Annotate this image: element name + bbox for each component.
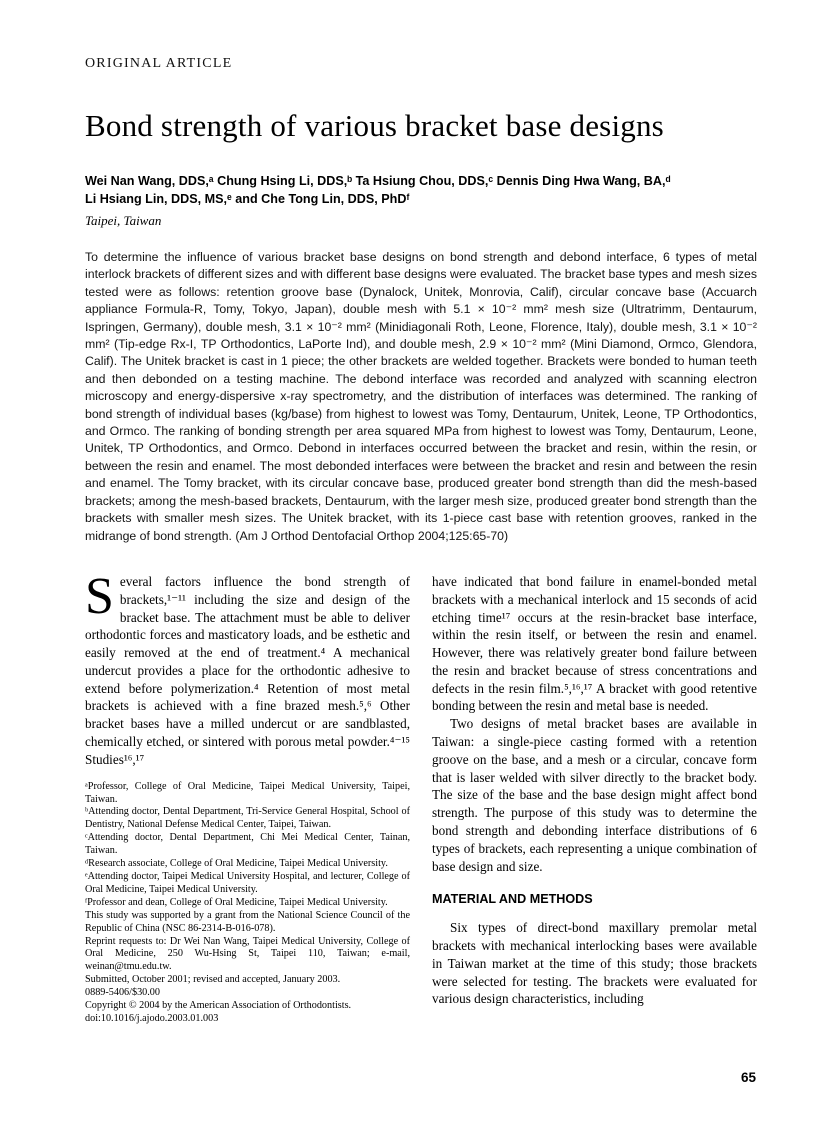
footnote-item: ᶜAttending doctor, Dental Department, Chi Mei Medical Center, Tainan, Taiwan. — [85, 832, 410, 857]
footnote-item: Reprint requests to: Dr Wei Nan Wang, Taipei Medical University, College of Oral Medicine, 250 Wu-Hsing St, Taipei 110, Taiwan; e-mail, weinan@tmu.edu.tw. — [85, 935, 410, 973]
body-columns — [85, 567, 757, 1026]
page-content — [85, 0, 757, 1026]
author-location: Taipei, Taiwan — [85, 213, 162, 228]
footnote-item: ᵃProfessor, College of Oral Medicine, Taipei Medical University, Taipei, Taiwan. — [85, 780, 410, 805]
authors-line-2: Li Hsiang Lin, DDS, MS,ᵉ and Che Tong Lin, DDS, PhDᶠ — [85, 192, 410, 206]
footnote-item: 0889-5406/$30.00 — [85, 987, 160, 999]
footnote-item: Copyright © 2004 by the American Association of Orthodontists. — [85, 1000, 352, 1012]
footnote-item: doi:10.1016/j.ajodo.2003.01.003 — [85, 1012, 219, 1024]
footnote-item: ᶠProfessor and dean, College of Oral Medicine, Taipei Medical University. — [85, 896, 388, 908]
footnote-item: This study was supported by a grant from the National Science Council of the Republic of China (NSC 86-2314-B-016-078). — [85, 909, 410, 934]
article-title: Bond strength of various bracket base designs — [85, 108, 664, 143]
body-paragraph-1-text: everal factors influence the bond strength of brackets,¹⁻¹¹ including the size and design of the bracket base. The attachment must be able to deliver orthodontic forces and masticatory loads, and be esthetic and easily removed at the end of treatment.⁴ A mechanical undercut provides a place for the orthodontic adhesive to extend before polymerization.⁴ Retention of most metal brackets is achieved with a fine brazed mesh.⁵,⁶ Other bracket bases have a milled undercut or are sandblasted, chemically etched, or sintered with porous metal powder.⁴⁻¹⁵ Studies¹⁶,¹⁷ — [85, 573, 410, 767]
body-paragraph-4: Six types of direct-bond maxillary premolar metal brackets with mechanical interlocking bases were available in Taiwan market at the time of this study; those brackets were selected for testing. The brackets were evaluated for various design characteristics, including — [432, 920, 757, 1007]
body-paragraph-2: have indicated that bond failure in enamel-bonded metal brackets with a mechanical interlock and 15 seconds of acid etching time¹⁷ occurs at the resin-bracket base interface, within the resin itself, or between the resin and enamel. However, there was relatively greater bond failure between the resin and bracket because of stress concentrations and defects in the resin film.⁵,¹⁶,¹⁷ A bracket with good retentive bonding between the resin and metal base is needed. — [432, 573, 757, 714]
body-paragraph-1 — [85, 567, 410, 769]
authors-line-1: Wei Nan Wang, DDS,ᵃ Chung Hsing Li, DDS,ᵇ Ta Hsiung Chou, DDS,ᶜ Dennis Ding Hwa Wang, BA,ᵈ — [85, 174, 671, 188]
authors-block — [85, 172, 757, 208]
footnote-item: ᵇAttending doctor, Dental Department, Tri-Service General Hospital, School of Dentistry, National Defense Medical Center, Taipei, Taiwan. — [85, 806, 410, 831]
drop-cap: S — [85, 567, 114, 625]
footnotes-section — [85, 781, 410, 1026]
abstract-paragraph: To determine the influence of various bracket base designs on bond strength and debond interface, 6 types of metal interlock brackets of different sizes and with different base designs were evaluated. The bracket base types and mesh sizes tested were as follows: retention groove base (Dynalock, Unitek, Monrovia, Calif), circular concave base (Accuarch appliance Formula-R, Tomy, Tokyo, Japan), double mesh with 5.1 × 10⁻² mm² mesh size (Ultratrimm, Dentaurum, Ispringen, Germany), double mesh, 3.1 × 10⁻² mm² (Minidiagonali Roth, Leone, Florence, Italy), double mesh, 3.1 × 10⁻² mm² (Tip-edge Rx-I, TP Orthodontics, LaPorte Ind), and double mesh, 2.9 × 10⁻² mm² (Mini Diamond, Ormco, Glendora, Calif). The Unitek bracket is cast in 1 piece; the other brackets are welded together. Brackets were bonded to human teeth and then debonded on a testing machine. The debond interface was recorded and analyzed with scanning electron microscopy and energy-dispersive x-ray spectrometry, and the distribution of interfaces was determined. The ranking of bond strength of individual bases (kg/base) from highest to lowest was Tomy, Dentaurum, Unitek, Leone, TP Orthodontics, and Ormco. The ranking of bonding strength per area squared MPa from highest to lowest was Tomy, Dentaurum, Leone, Unitek, TP Orthodontics, and Ormco. Debond in interfaces occurred between the bracket and resin, within the resin, or between the resin and enamel. The most debonded interfaces were between the bracket and resin and between the resin and enamel. The Tomy bracket, with its circular concave base, produced greater bond strength than did the mesh-based brackets; among the mesh-based brackets, Dentaurum, with the larger mesh size, produced greater bond strength than the brackets with smaller mesh sizes. The Unitek bracket, with its 1-piece cast base with retention grooves, ranked in the midrange of bond strength. (Am J Orthod Dentofacial Orthop 2004;125:65-70) — [85, 250, 757, 543]
body-paragraph-3: Two designs of metal bracket bases are available in Taiwan: a single-piece casting formed with a retention groove on the base, and a mesh or a circular, concave form that is laser welded with silver directly to the bracket body. The size of the base and the base design might affect bond strength. The purpose of this study was to determine the bond strength and debonding interface distributions of 6 types of brackets, each representing a unique combination of base design and size. — [432, 716, 757, 874]
article-type-label: ORIGINAL ARTICLE — [85, 56, 233, 71]
section-heading-material-and-methods: MATERIAL AND METHODS — [432, 892, 593, 907]
body-left-column — [85, 567, 410, 1026]
body-right-column — [432, 573, 757, 1026]
footnote-item: Submitted, October 2001; revised and accepted, January 2003. — [85, 974, 341, 986]
footnote-item: ᵈResearch associate, College of Oral Medicine, Taipei Medical University. — [85, 858, 388, 870]
page-number: 65 — [740, 1070, 756, 1085]
footnote-item: ᵉAttending doctor, Taipei Medical University Hospital, and lecturer, College of Oral Medicine, Taipei Medical University. — [85, 871, 410, 895]
